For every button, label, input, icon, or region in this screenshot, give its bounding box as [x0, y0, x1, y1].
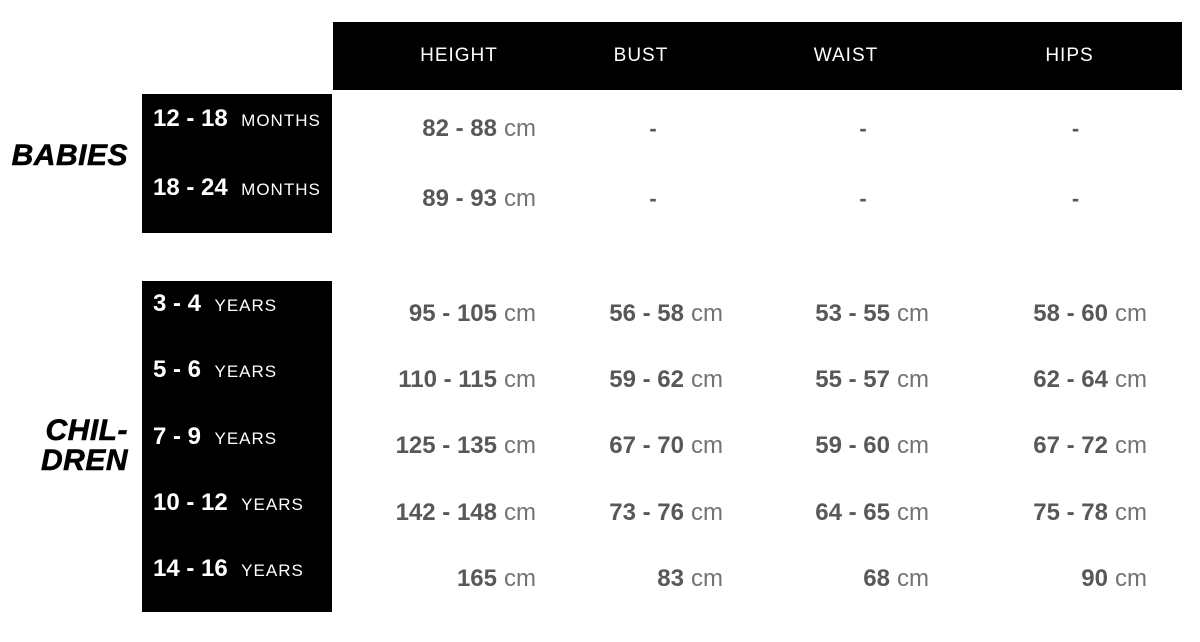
cell-bust — [549, 413, 757, 479]
measurement-value: 142 - 148 — [395, 499, 497, 526]
age-row-10-12-years — [142, 480, 332, 546]
header-cell-waist — [757, 22, 969, 90]
measurement-value: 64 - 65 — [815, 499, 890, 526]
cell-bust — [549, 546, 757, 612]
cell-height — [333, 347, 549, 413]
cell-hips — [969, 546, 1182, 612]
measurement-value: 55 - 57 — [815, 366, 890, 393]
unit-label: cm — [897, 499, 929, 526]
age-label — [153, 489, 304, 517]
value-row-14-16-years — [333, 546, 1182, 612]
age-range: 3 - 4 — [153, 290, 202, 318]
age-label — [153, 356, 277, 384]
cell-waist — [757, 413, 969, 479]
unit-label: cm — [1115, 565, 1147, 592]
measurement-value: 67 - 72 — [1033, 432, 1108, 459]
unit-label: cm — [1115, 300, 1147, 327]
age-label — [153, 423, 277, 451]
cell-hips — [969, 480, 1182, 546]
header-cell-height — [333, 22, 549, 90]
empty-value-dash: - — [1071, 185, 1080, 211]
measurement-value: 165 — [456, 565, 497, 592]
age-range: 14 - 16 — [153, 554, 228, 582]
age-row-5-6-years — [142, 347, 332, 413]
age-row-3-4-years — [142, 281, 332, 347]
measurement-value: 110 - 115 — [398, 366, 497, 393]
measurement-value: 125 - 135 — [395, 432, 497, 459]
unit-label: cm — [504, 565, 536, 592]
measurement-value: 82 - 88 — [422, 115, 497, 142]
cell-height — [333, 480, 549, 546]
cell-waist — [757, 347, 969, 413]
cell-bust — [549, 480, 757, 546]
unit-label: cm — [504, 366, 536, 393]
age-unit: YEARS — [214, 362, 278, 382]
unit-label: cm — [1115, 366, 1147, 393]
group-label-babies — [0, 138, 128, 173]
age-unit: YEARS — [241, 560, 304, 580]
value-row-5-6-years — [333, 347, 1182, 413]
column-header-height: HEIGHT — [420, 45, 498, 66]
children-age-box — [142, 281, 332, 612]
measurement-value: 58 - 60 — [1033, 300, 1108, 327]
cell-hips-empty — [969, 94, 1182, 164]
cell-waist — [757, 281, 969, 347]
measurement-value: 89 - 93 — [422, 184, 497, 212]
cell-bust-empty — [549, 164, 757, 233]
age-range: 10 - 12 — [153, 488, 228, 516]
cell-bust — [549, 281, 757, 347]
cell-waist-empty — [757, 164, 969, 233]
measurement-value: 95 - 105 — [408, 300, 497, 327]
cell-height — [333, 413, 549, 479]
measurement-value: 67 - 70 — [609, 432, 684, 459]
unit-label: cm — [504, 115, 536, 142]
unit-label: cm — [691, 300, 723, 327]
cell-hips-empty — [969, 164, 1182, 233]
age-label — [153, 174, 321, 202]
header-cell-bust — [549, 22, 757, 90]
measurement-value: 68 — [863, 565, 890, 592]
measurement-value: 62 - 64 — [1033, 366, 1108, 393]
column-header-waist: WAIST — [813, 45, 879, 66]
empty-value-dash: - — [649, 116, 657, 141]
unit-label: cm — [504, 300, 536, 327]
unit-label: cm — [691, 366, 723, 393]
cell-waist — [757, 546, 969, 612]
unit-label: cm — [897, 300, 929, 327]
value-row-7-9-years — [333, 413, 1182, 479]
age-unit: YEARS — [241, 494, 304, 514]
measurement-value: 90 — [1081, 565, 1108, 592]
unit-label: cm — [897, 565, 929, 592]
babies-age-box — [142, 94, 332, 233]
cell-waist-empty — [757, 94, 969, 164]
age-label — [153, 105, 321, 133]
age-range: 18 - 24 — [153, 174, 228, 202]
value-row-10-12-years — [333, 480, 1182, 546]
cell-bust-empty — [549, 94, 757, 164]
cell-height — [333, 94, 549, 164]
cell-hips — [969, 413, 1182, 479]
cell-waist — [757, 480, 969, 546]
age-label — [153, 290, 277, 318]
measurement-value: 73 - 76 — [609, 499, 684, 526]
unit-label: cm — [504, 432, 536, 459]
measurement-value: 59 - 62 — [609, 366, 684, 393]
empty-value-dash: - — [859, 116, 867, 141]
value-row-3-4-years — [333, 281, 1182, 347]
group-label-children-line2: DREN — [40, 444, 128, 477]
age-row-14-16-years — [142, 546, 332, 612]
measurement-value: 56 - 58 — [609, 300, 684, 327]
empty-value-dash: - — [1071, 116, 1080, 141]
age-range: 5 - 6 — [153, 356, 202, 384]
measurement-value: 83 — [657, 565, 684, 592]
measurement-value: 59 - 60 — [815, 432, 890, 459]
cell-hips — [969, 347, 1182, 413]
measurement-value: 75 - 78 — [1033, 499, 1108, 526]
value-row-12-18-months — [333, 94, 1182, 164]
empty-value-dash: - — [859, 185, 867, 211]
table-header-row — [333, 22, 1182, 90]
unit-label: cm — [504, 499, 536, 526]
unit-label: cm — [691, 499, 723, 526]
age-unit: MONTHS — [241, 180, 321, 200]
cell-bust — [549, 347, 757, 413]
unit-label: cm — [691, 565, 723, 592]
group-label-children — [0, 416, 128, 476]
header-cell-hips — [969, 22, 1182, 90]
age-label — [153, 555, 304, 583]
measurement-value: 53 - 55 — [815, 300, 890, 327]
age-range: 7 - 9 — [153, 422, 202, 450]
age-row-18-24-months — [142, 164, 332, 234]
unit-label: cm — [691, 432, 723, 459]
column-header-hips: HIPS — [1045, 45, 1094, 66]
unit-label: cm — [897, 432, 929, 459]
age-unit: YEARS — [214, 428, 278, 448]
age-unit: MONTHS — [241, 110, 321, 130]
age-range: 12 - 18 — [153, 104, 228, 132]
empty-value-dash: - — [649, 185, 657, 211]
age-row-12-18-months — [142, 94, 332, 164]
cell-hips — [969, 281, 1182, 347]
cell-height — [333, 281, 549, 347]
cell-height — [333, 546, 549, 612]
age-row-7-9-years — [142, 413, 332, 479]
cell-height — [333, 164, 549, 233]
age-unit: YEARS — [214, 296, 278, 316]
column-header-bust: BUST — [613, 45, 669, 66]
unit-label: cm — [1115, 432, 1147, 459]
unit-label: cm — [1115, 499, 1147, 526]
group-label-children-line1: CHIL- — [45, 414, 128, 447]
unit-label: cm — [504, 184, 536, 212]
group-label-babies-text: BABIES — [11, 139, 128, 172]
value-row-18-24-months — [333, 164, 1182, 233]
unit-label: cm — [897, 366, 929, 393]
